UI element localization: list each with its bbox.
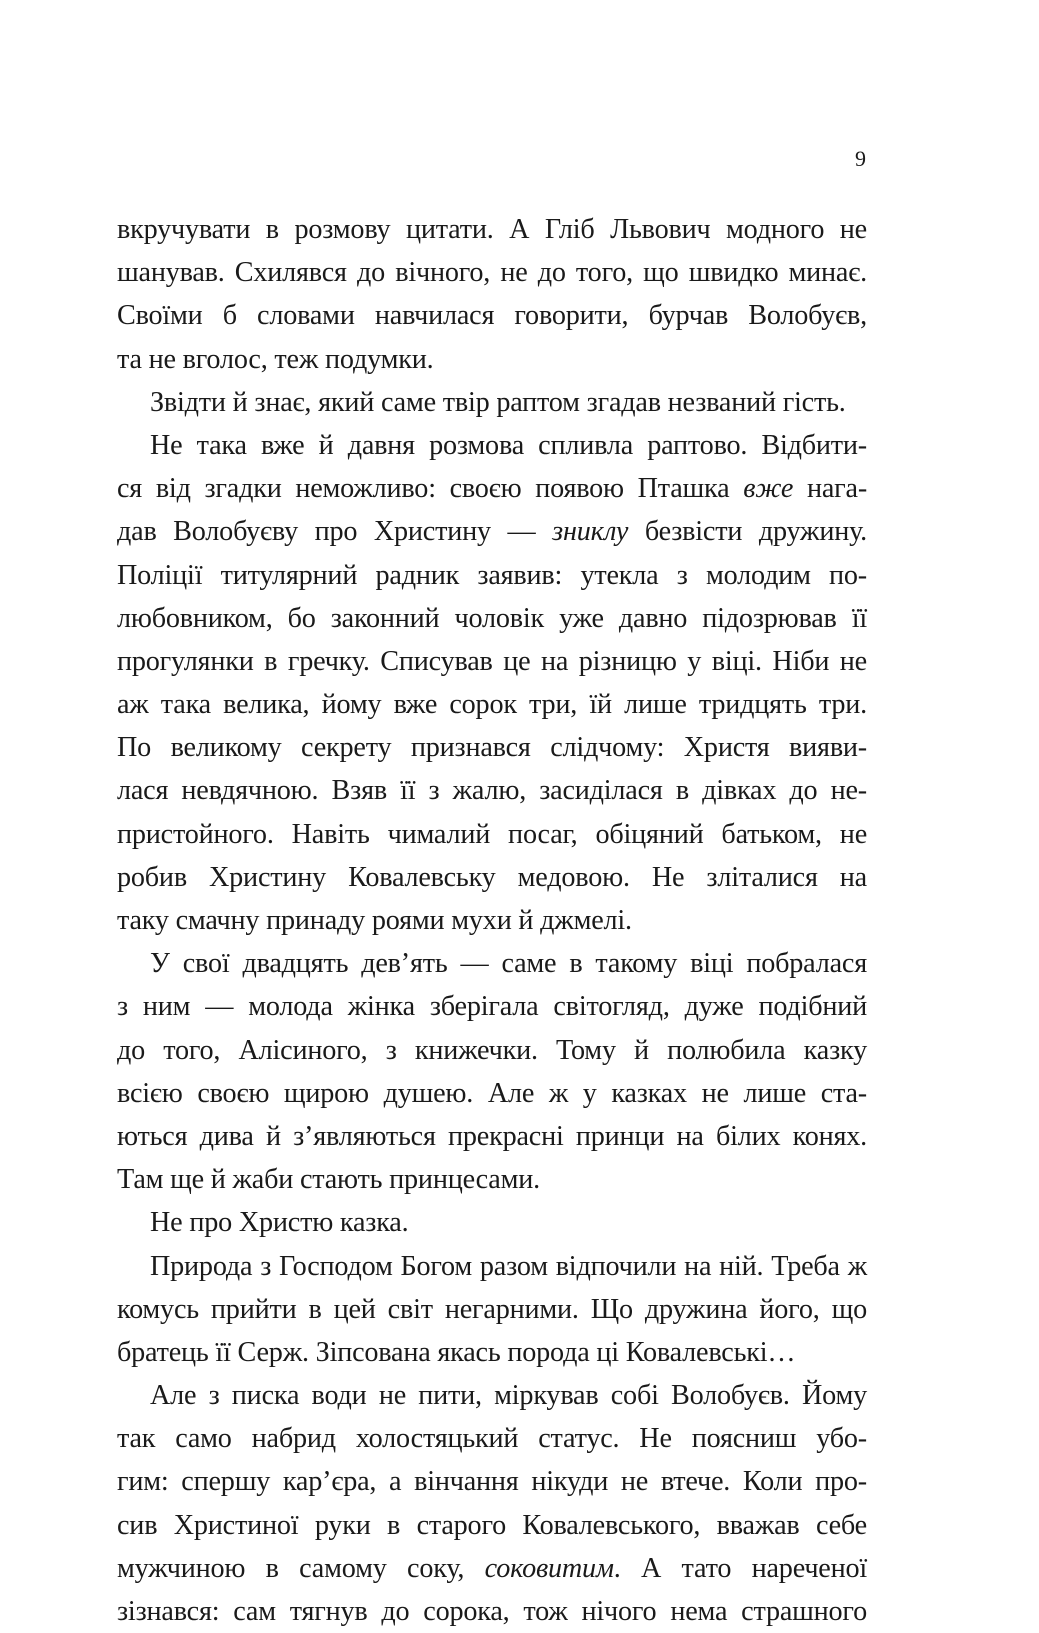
- text-line: [117, 467, 867, 510]
- text-line-segment: . А тато нареченої: [613, 1552, 868, 1584]
- text-line-segment: безвісти дружину.: [628, 516, 868, 548]
- text-line: братець її Серж. Зіпсована якась порода ці Ковалевські…: [117, 1336, 796, 1368]
- text-line: [117, 1547, 867, 1590]
- text-line: Поліції титулярний радник заявив: утекла з молодим по-: [117, 559, 867, 591]
- text-line-segment: мужчиною в самому соку,: [117, 1552, 485, 1584]
- text-line: прогулянки в гречку. Списував це на різницю у віці. Ніби не: [117, 645, 867, 677]
- text-line: з ним — молода жінка зберігала світогляд, дуже подібний: [117, 991, 867, 1023]
- emphasized-word: вже: [743, 473, 794, 505]
- text-line: Не про Христю казка.: [150, 1207, 409, 1239]
- text-line: комусь прийти в цей світ негарними. Що дружина його, що: [117, 1293, 867, 1325]
- text-line: сив Христиної руки в старого Ковалевського, вважав себе: [117, 1509, 867, 1541]
- emphasized-word: зниклу: [552, 516, 629, 548]
- text-line: Своїми б словами навчилася говорити, бурчав Волобуєв,: [117, 300, 867, 332]
- text-line: до того, Алісиного, з книжечки. Тому й полюбила казку: [117, 1034, 867, 1066]
- text-line-segment: ся від згадки неможливо: своєю появою Пташка: [117, 473, 744, 505]
- text-line: У свої двадцять дев’ять — саме в такому віці побралася: [150, 948, 867, 980]
- body-text: [117, 208, 867, 1633]
- text-line: Звідти й знає, який саме твір раптом згадав незваний гість.: [150, 386, 846, 418]
- text-line: Там ще й жаби стають принцесами.: [117, 1164, 540, 1196]
- text-line: [117, 510, 867, 553]
- text-line: Природа з Господом Богом разом відпочили на ній. Треба ж: [150, 1250, 867, 1282]
- text-line: любовником, бо законний чоловік уже давно підозрював її: [117, 602, 867, 634]
- emphasized-word: соковитим: [484, 1552, 614, 1584]
- text-line: зізнався: сам тягнув до сорока, тож нічого нема страшного: [117, 1596, 867, 1627]
- text-line: вкручувати в розмову цитати. А Гліб Львович модного не: [117, 214, 867, 245]
- text-line: робив Христину Ковалевську медовою. Не зліталися на: [117, 861, 867, 893]
- text-line: всією своєю щирою душею. Але ж у казках не лише ста-: [117, 1077, 867, 1109]
- page-number: 9: [855, 146, 866, 171]
- text-line: Не така вже й давня розмова спливла раптово. Відбити-: [150, 429, 867, 461]
- text-line: шанував. Схилявся до вічного, не до того, що швидко минає.: [117, 257, 867, 289]
- text-line: лася невдячною. Взяв її з жалю, засиділася в дівках до не-: [117, 775, 867, 807]
- text-line: аж така велика, йому вже сорок три, їй лише тридцять три.: [117, 689, 867, 721]
- text-line: Але з писка води не пити, міркував собі Волобуєв. Йому: [150, 1380, 867, 1412]
- text-line: так само набрид холостяцький статус. Не поясниш убо-: [117, 1423, 867, 1455]
- text-line: та не вголос, теж подумки.: [117, 343, 434, 375]
- text-line: ються дива й з’являються прекрасні принци на білих конях.: [117, 1120, 867, 1152]
- text-line: По великому секрету признався слідчому: Христя вияви-: [117, 732, 867, 764]
- text-line-segment: нага-: [793, 473, 868, 505]
- text-line-segment: дав Волобуєву про Христину —: [117, 516, 553, 548]
- text-line: пристойного. Навіть чималий посаг, обіцяний батьком, не: [117, 818, 867, 850]
- text-line: гим: спершу кар’єра, а вінчання нікуди не втече. Коли про-: [117, 1466, 867, 1498]
- text-line: таку смачну принаду роями мухи й джмелі.: [117, 905, 632, 936]
